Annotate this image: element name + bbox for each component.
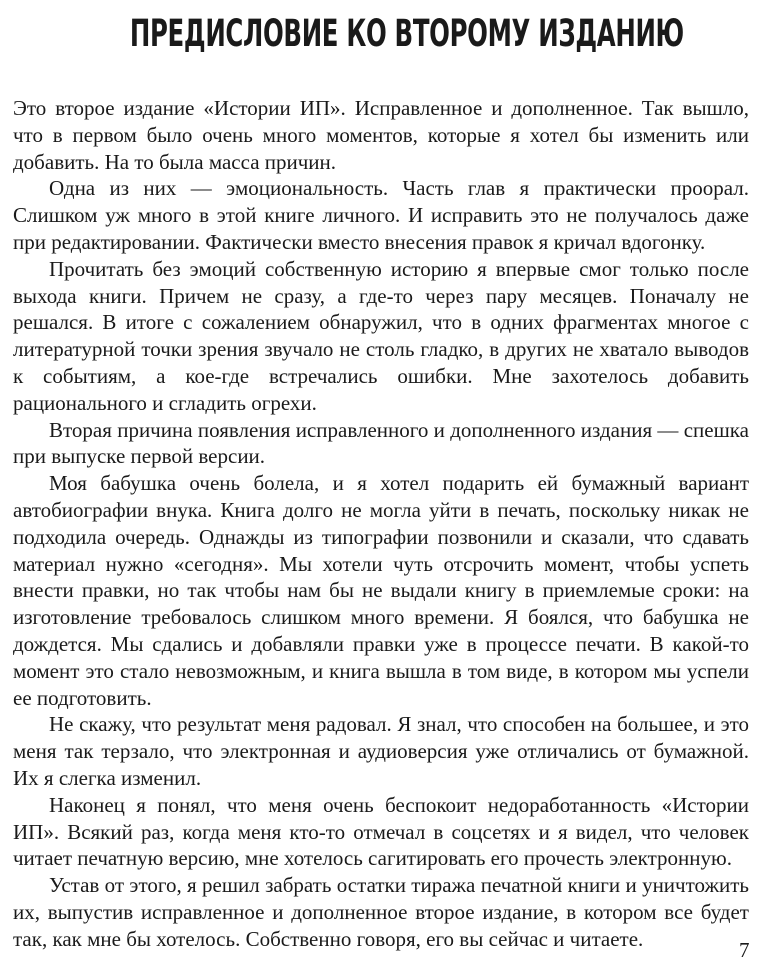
paragraph: Не скажу, что результат меня радовал. Я знал, что способен на большее, и это меня так терзало, что электронная и аудиоверсия уже отличались от бумажной. Их я слегка изменил. xyxy=(13,712,749,790)
paragraph: Вторая причина появления исправленного и дополненного издания — спешка при выпуске первой версии. xyxy=(13,417,749,469)
body-text xyxy=(13,95,749,953)
page-number: 7 xyxy=(739,938,750,962)
paragraph: Устав от этого, я решил забрать остатки тиража печатной книги и уничтожить их, выпустив исправленное и дополненное второе издание, в котором все будет так, как мне бы хотелось. Собственно говоря, его вы сейчас и читаете. xyxy=(13,873,749,951)
paragraph: Прочитать без эмоций собственную историю я впервые смог только после выхода книги. Причем не сразу, а где-то через пару месяцев. Поначалу не решался. В итоге с сожалением обнаружил, что в одних фрагментах многое с литературной точки зрения звучало не столь гладко, в других не хватало выводов к событиям, а кое-где встречались ошибки. Мне захотелось добавить рационального и сгладить огрехи. xyxy=(13,256,749,415)
page-title: ПРЕДИСЛОВИЕ КО ВТОРОМУ ИЗДАНИЮ xyxy=(129,12,684,55)
paragraph: Наконец я понял, что меня очень беспокоит недоработанность «Истории ИП». Всякий раз, когда меня кто-то отмечал в соцсетях и я видел, что человек читает печатную версию, мне хотелось сагитировать его прочесть электронную. xyxy=(13,792,749,871)
paragraph: Одна из них — эмоциональность. Часть глав я практически проорал. Слишком уж много в этой книге личного. И исправить это не получалось даже при редактировании. Фактически вместо внесения правок я кричал вдогонку. xyxy=(13,176,749,254)
paragraph: Моя бабушка очень болела, и я хотел подарить ей бумажный вариант автобиографии внука. Книга долго не могла уйти в печать, поскольку никак не подходила очередь. Однажды из типографии позвонили и сказали, что сдавать материал нужно «сегодня». Мы хотели чуть отсрочить момент, чтобы успеть внести правки, но так чтобы нам бы не выдали книгу в приемлемые сроки: на изготовление требовалось слишком много времени. Я боялся, что бабушка не дождется. Мы сдались и добавляли правки уже в процессе печати. В какой-то момент это стало невозможным, и книга вышла в том виде, в котором мы успели ее подготовить. xyxy=(13,471,749,710)
paragraph: Это второе издание «Истории ИП». Исправленное и дополненное. Так вышло, что в первом было очень много моментов, которые я хотел бы изменить или добавить. На то была масса причин. xyxy=(13,96,749,174)
